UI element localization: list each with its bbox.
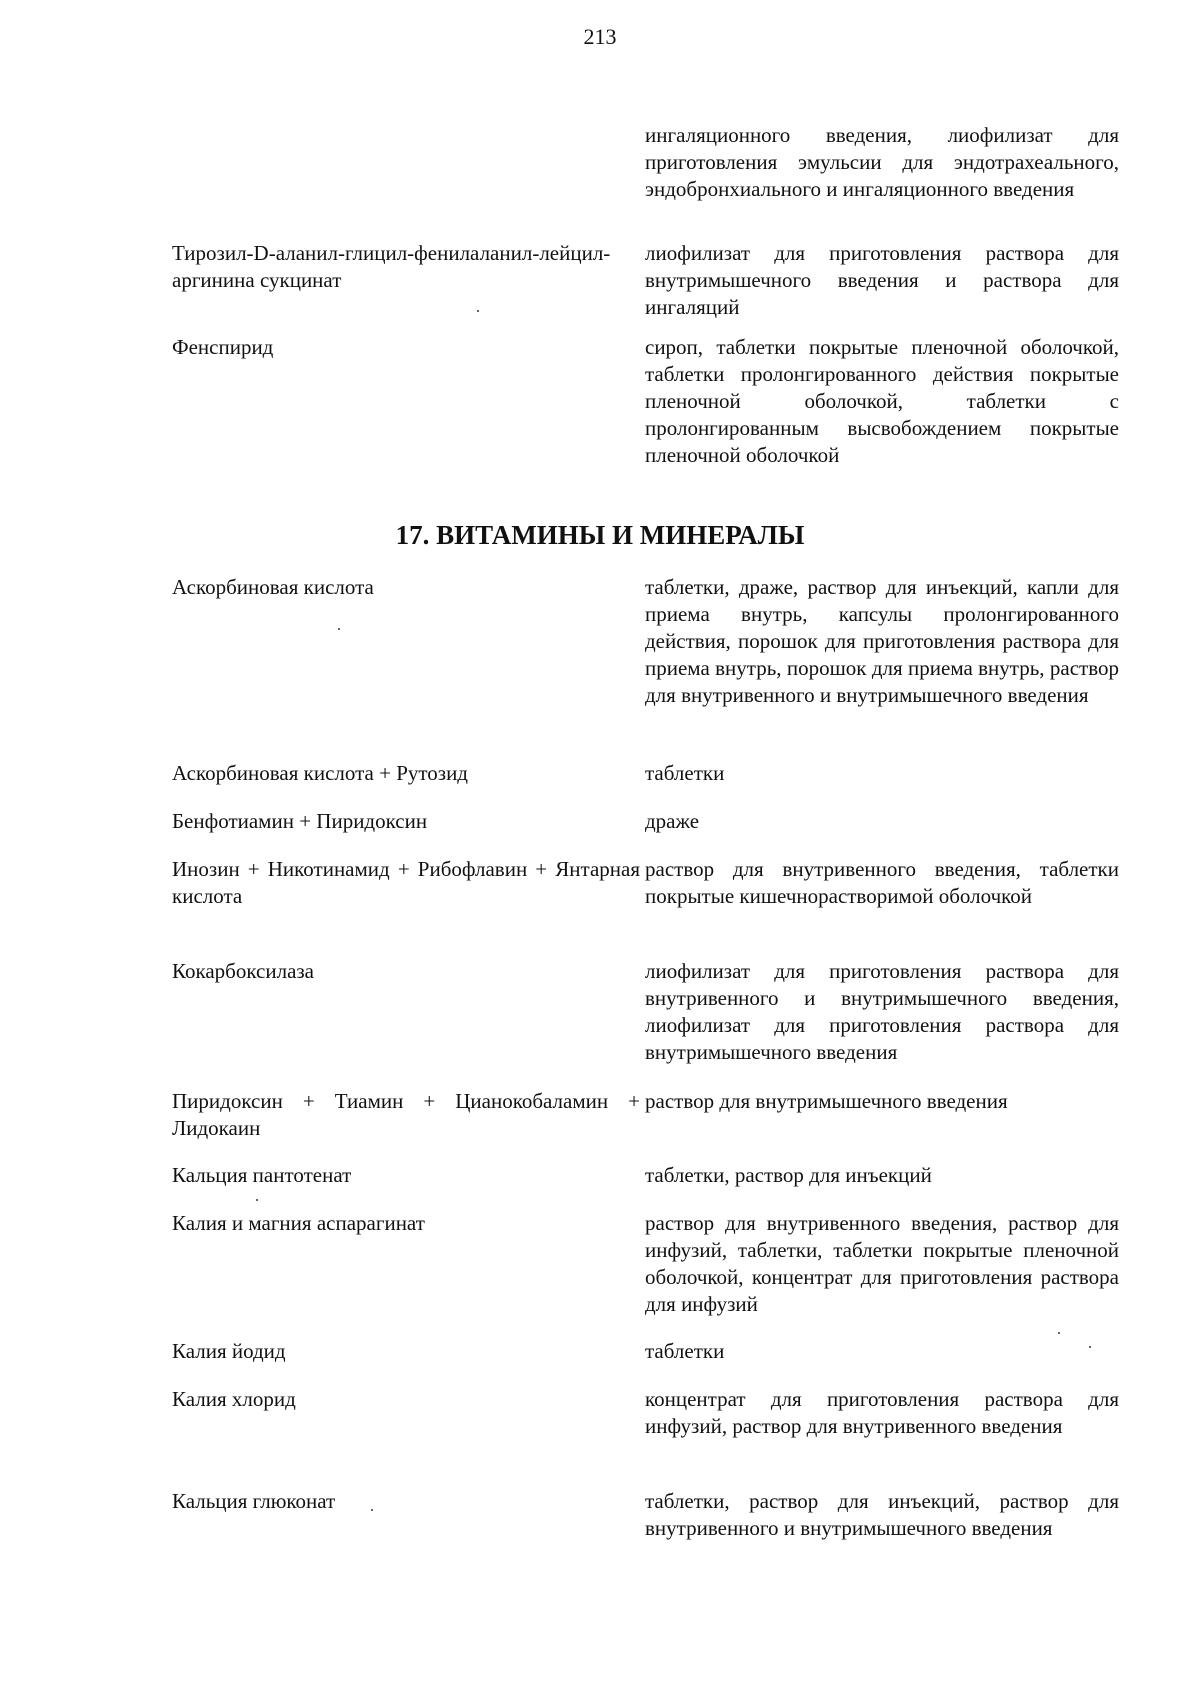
dosage-form: таблетки <box>645 761 725 785</box>
drug-name: Калия хлорид <box>172 1387 296 1411</box>
dosage-form: таблетки, раствор для инъекций, раствор для внутривенного и внутримышечного введения <box>645 1489 1119 1540</box>
dosage-form: таблетки, драже, раствор для инъекций, капли для приема внутрь, капсулы пролонгированного действия, порошок для приготовления раствора для приема внутрь, порошок для приема внутрь, раствор для внутривенного и внутримышечного введения <box>645 575 1119 707</box>
drug-name: Инозин + Никотинамид + Рибофлавин + Янтарная кислота <box>172 857 640 908</box>
dosage-form: концентрат для приготовления раствора для инфузий, раствор для внутривенного введения <box>645 1387 1119 1438</box>
drug-name: Бенфотиамин + Пиридоксин <box>172 809 428 833</box>
drug-name: Фенспирид <box>172 335 274 359</box>
dosage-form: лиофилизат для приготовления раствора для внутривенного и внутримышечного введения, лиофилизат для приготовления раствора для внутримышечного введения <box>645 959 1119 1064</box>
page-number: 213 <box>583 24 617 49</box>
dosage-form: лиофилизат для приготовления раствора для внутримышечного введения и раствора для ингаляций <box>645 241 1119 319</box>
drug-name: Аскорбиновая кислота <box>172 575 374 599</box>
dosage-form: раствор для внутривенного введения, раствор для инфузий, таблетки, таблетки покрытые пленочной оболочкой, концентрат для приготовления раствора для инфузий <box>645 1211 1119 1316</box>
dosage-form: сироп, таблетки покрытые пленочной оболочкой, таблетки пролонгированного действия покрытые пленочной оболочкой, таблетки с пролонгированным высвобождением покрытые пленочной оболочкой <box>645 335 1119 467</box>
scan-speck <box>1089 1346 1091 1348</box>
dosage-form: таблетки, раствор для инъекций <box>645 1163 932 1187</box>
dosage-form: драже <box>645 809 700 833</box>
dosage-form: раствор для внутримышечного введения <box>645 1089 1008 1113</box>
section-heading: 17. ВИТАМИНЫ И МИНЕРАЛЫ <box>395 520 805 550</box>
dosage-form: ингаляционного введения, лиофилизат для приготовления эмульсии для эндотрахеального, эндобронхиального и ингаляционного введения <box>645 123 1119 201</box>
dosage-form: таблетки <box>645 1339 725 1363</box>
scan-speck <box>256 1199 258 1201</box>
drug-name: Пиридоксин + Тиамин + Цианокобаламин + Лидокаин <box>172 1089 640 1140</box>
scan-speck <box>371 1509 373 1511</box>
scan-speck <box>338 628 340 630</box>
dosage-form: раствор для внутривенного введения, таблетки покрытые кишечнорастворимой оболочкой <box>645 857 1119 908</box>
drug-name: Кальция глюконат <box>172 1489 336 1513</box>
drug-name: Калия и магния аспарагинат <box>172 1211 425 1235</box>
scan-speck <box>477 310 479 312</box>
drug-name: Тирозил-D-аланил-глицил-фенилаланил-лейцил-аргинина сукцинат <box>172 241 611 292</box>
drug-name: Кальция пантотенат <box>172 1163 352 1187</box>
scan-speck <box>1058 1332 1060 1334</box>
drug-name: Аскорбиновая кислота + Рутозид <box>172 761 468 785</box>
drug-name: Кокарбоксилаза <box>172 959 315 983</box>
drug-name: Калия йодид <box>172 1339 286 1363</box>
